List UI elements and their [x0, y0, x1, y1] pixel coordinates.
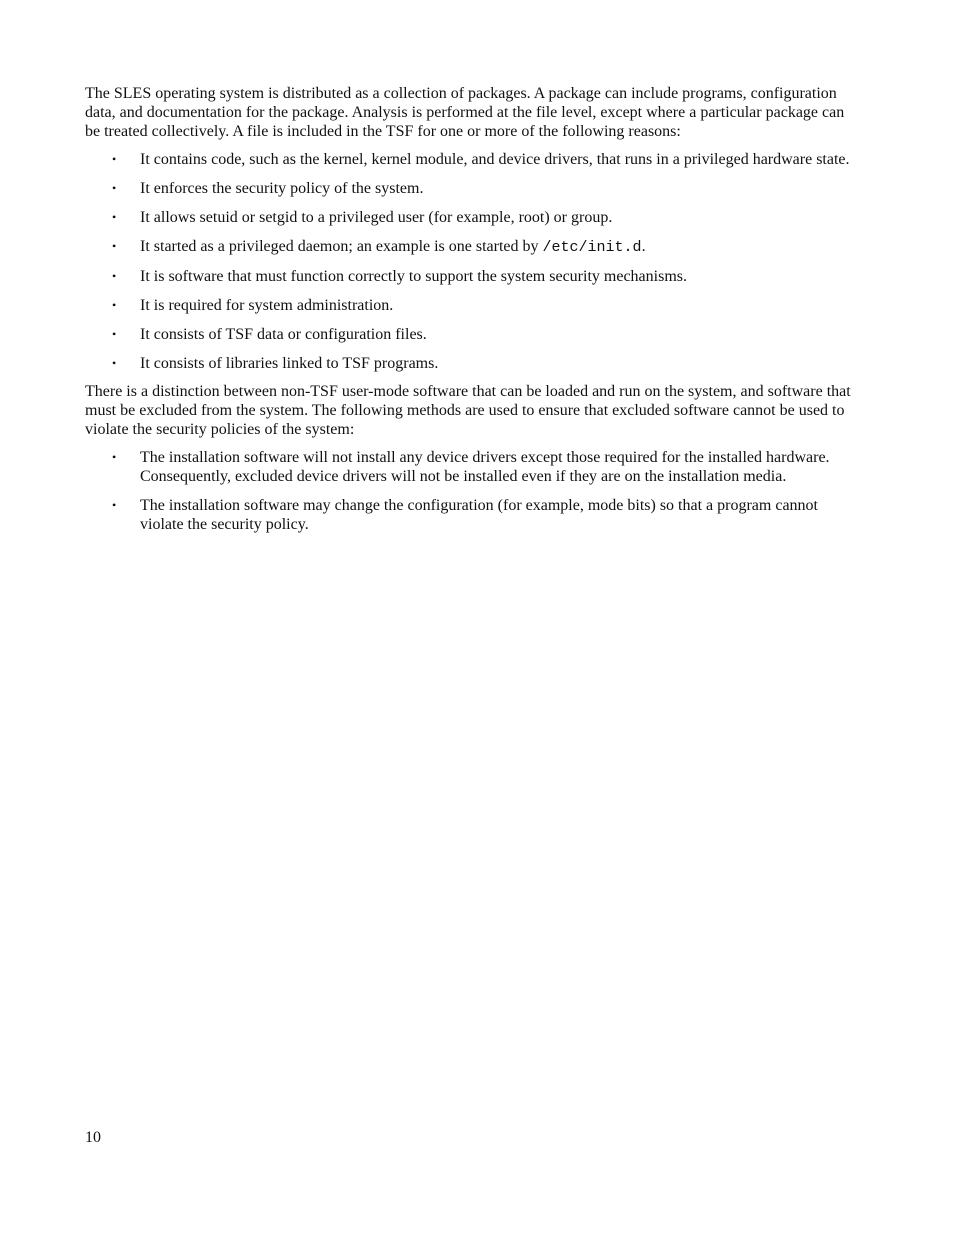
list-item	[85, 296, 855, 315]
bullet-icon: •	[112, 356, 117, 370]
list-item	[85, 208, 855, 227]
list-item-text: It allows setuid or setgid to a privileged user (for example, root) or group.	[140, 209, 613, 226]
list-item-text: The installation software may change the configuration (for example, mode bits) so that a program cannot violate the security policy.	[140, 497, 818, 533]
list-item-text: It contains code, such as the kernel, kernel module, and device drivers, that runs in a privileged hardware state.	[140, 151, 850, 168]
page-number: 10	[85, 1129, 101, 1146]
bullet-icon: •	[112, 498, 117, 512]
list-item	[85, 496, 855, 534]
list-item	[85, 354, 855, 373]
list-item	[85, 179, 855, 198]
list-item	[85, 448, 855, 486]
bullet-icon: •	[112, 269, 117, 283]
list-item	[85, 237, 855, 257]
bullet-icon: •	[112, 298, 117, 312]
list-item-text: It is required for system administration.	[140, 297, 394, 314]
document-body	[85, 84, 855, 543]
intro-paragraph: The SLES operating system is distributed as a collection of packages. A package can include programs, configuration data, and documentation for the package. Analysis is performed at the file level, except where a particular package can be treated collectively. A file is included in the TSF for one or more of the following reasons:	[85, 85, 845, 140]
bullet-icon: •	[112, 181, 117, 195]
code-path: /etc/init.d	[542, 239, 642, 256]
list-item-text: It enforces the security policy of the system.	[140, 180, 424, 197]
list-item-text: It consists of TSF data or configuration files.	[140, 326, 427, 343]
bullet-icon: •	[112, 327, 117, 341]
list-item	[85, 267, 855, 286]
bullet-icon: •	[112, 152, 117, 166]
tsf-reasons-list	[85, 150, 855, 373]
list-item-text: It consists of libraries linked to TSF programs.	[140, 355, 439, 372]
exclusion-methods-list	[85, 448, 855, 534]
bullet-icon: •	[112, 239, 117, 253]
list-item-text: The installation software will not install any device drivers except those required for the installed hardware. Consequently, excluded device drivers will not be installed even if they are on the installation media.	[140, 449, 830, 485]
list-item-text-prefix: It started as a privileged daemon; an example is one started by	[140, 238, 543, 255]
bullet-icon: •	[112, 450, 117, 464]
list-item	[85, 150, 855, 169]
bullet-icon: •	[112, 210, 117, 224]
list-item	[85, 325, 855, 344]
distinction-paragraph: There is a distinction between non-TSF user-mode software that can be loaded and run on the system, and software that must be excluded from the system. The following methods are used to ensure that excluded software cannot be used to violate the security policies of the system:	[85, 383, 851, 438]
list-item-text-suffix: .	[641, 238, 646, 255]
list-item-text: It is software that must function correctly to support the system security mechanisms.	[140, 268, 687, 285]
